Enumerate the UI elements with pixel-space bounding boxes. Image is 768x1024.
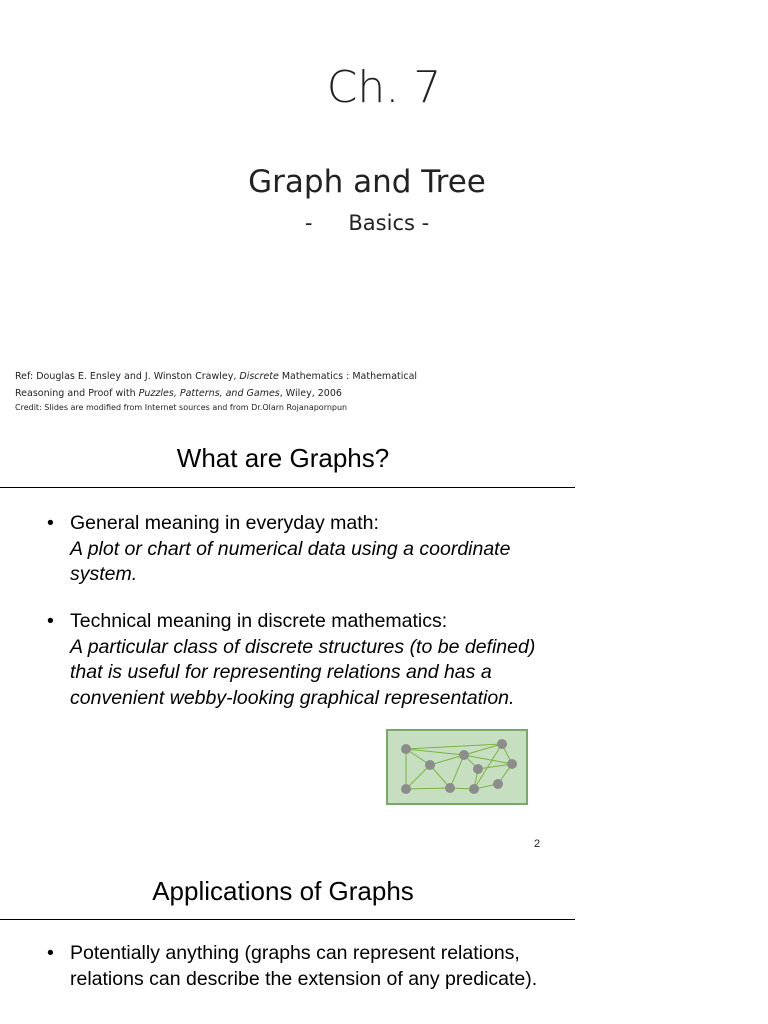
bullet-item [47, 941, 567, 992]
graph-illustration [386, 729, 528, 805]
bullet-definition: A particular class of discrete structures (to be defined) that is useful for representing relations and has a convenient webby-looking graphical representation. [70, 635, 536, 709]
credit-line: Credit: Slides are modified from Internet sources and from Dr.Olarn Rojanapornpun [15, 403, 348, 412]
slide-title: Ch. 7 [326, 62, 442, 113]
subtitle-basics-text: Basics - [348, 211, 430, 235]
page-number: 2 [534, 838, 541, 850]
ref-suffix: Mathematics : Mathematical [278, 371, 418, 382]
bullet-text: Potentially anything (graphs can represent relations, relations can describe the extension of any predicate). [70, 942, 538, 990]
bullet-dot: • [47, 610, 54, 632]
heading-divider [0, 487, 575, 488]
reference-line-2 [15, 385, 575, 402]
bullet-content [70, 941, 567, 992]
slide-subtitle: Graph and Tree [248, 164, 486, 200]
bullet-item [47, 511, 567, 588]
subtitle-dash: - [304, 211, 313, 235]
bullet-item [47, 609, 567, 711]
bullet-content [70, 511, 567, 588]
bullet-dot: • [47, 942, 54, 964]
graph-illustration-svg [388, 731, 526, 803]
heading-divider [0, 919, 575, 920]
bullet-text: General meaning in everyday math: [70, 512, 379, 534]
slide-subtitle-basics [0, 211, 734, 235]
ref2-suffix: , Wiley, 2006 [279, 388, 342, 399]
reference-line-1 [15, 368, 575, 385]
bullet-text: Technical meaning in discrete mathematics: [70, 610, 448, 632]
bullet-dot: • [47, 512, 54, 534]
ref2-italic: Puzzles, Patterns, and Games [138, 388, 280, 399]
reference-block [15, 368, 575, 414]
slide-heading: What are Graphs? [176, 443, 390, 473]
bullet-definition: A plot or chart of numerical data using a coordinate system. [70, 537, 511, 585]
ref2-prefix: Reasoning and Proof with [15, 388, 139, 399]
slide-heading: Applications of Graphs [152, 876, 414, 906]
ref-prefix: Ref: Douglas E. Ensley and J. Winston Crawley, [15, 371, 240, 382]
bullet-content [70, 609, 567, 711]
ref-italic: Discrete [239, 371, 279, 382]
